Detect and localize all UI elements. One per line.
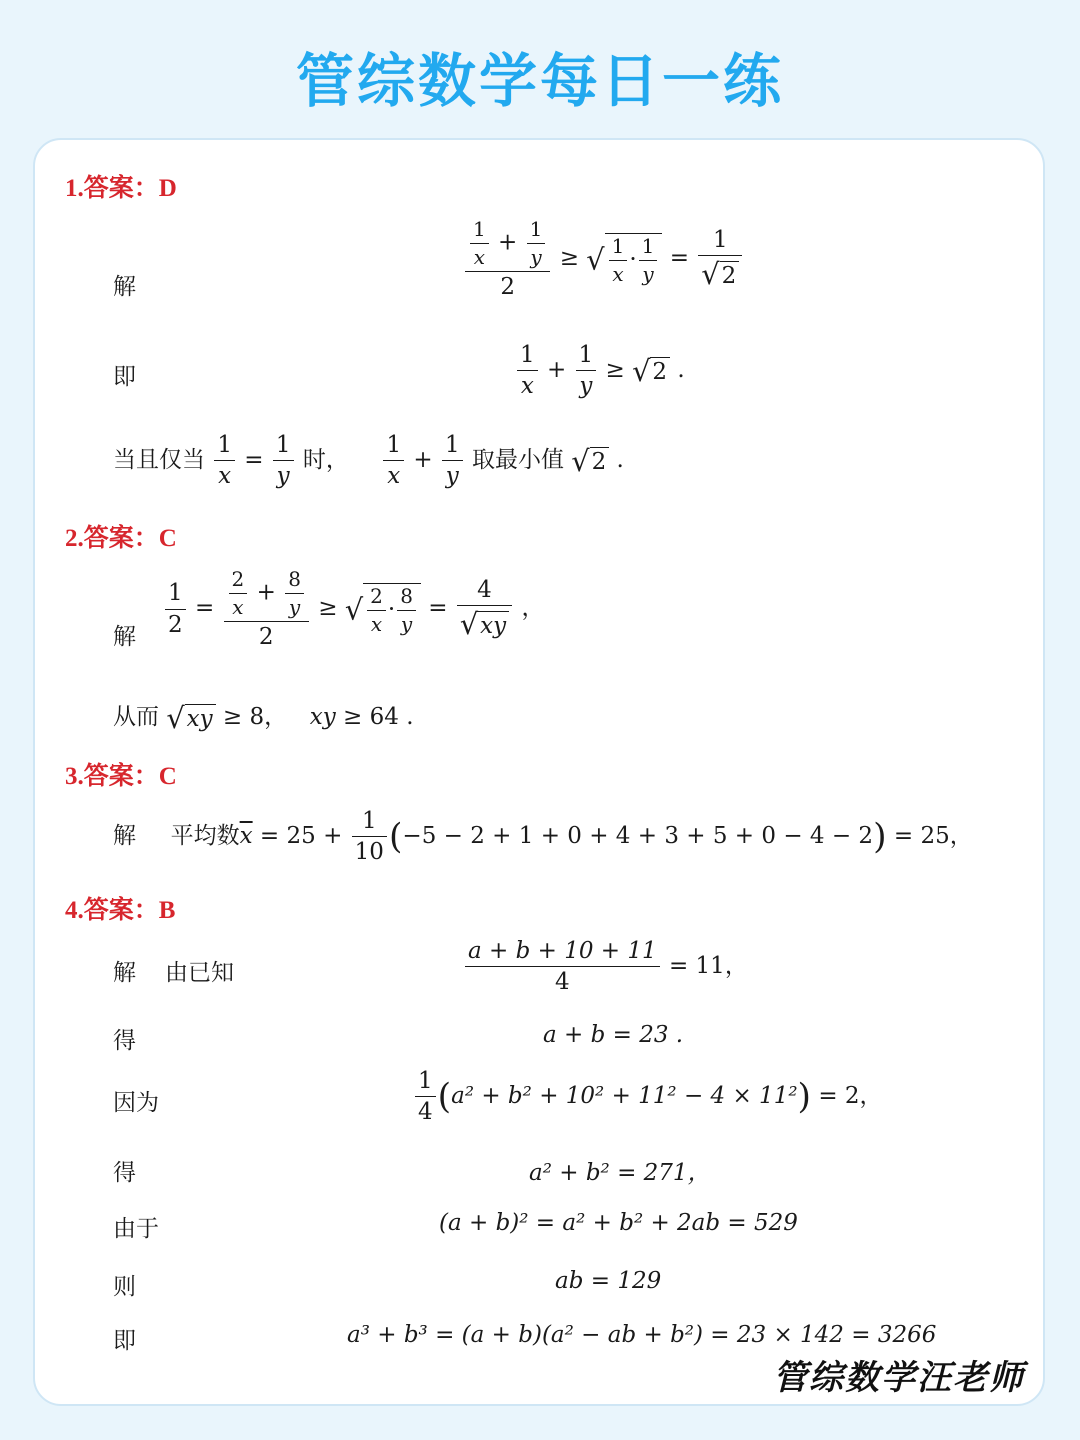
label-de-2: 得 [113, 1160, 136, 1186]
q3-formula: 解 平均数$\overline{x} = 25$ + $\frac{1}{10}$ (−5 − 2 + 1 + 0 + 4 + 3 + 5 + 0 − 4 − 2) = 25， [113, 808, 973, 866]
label-de-1: 得 [113, 1028, 136, 1054]
q1-condition-line: 当且仅当 $\frac{1}{x}$ = $\frac{1}{y}$ 时， $\frac{1}{x}$ + $\frac{1}{y}$ 取最小值 √2 . [113, 432, 624, 490]
q2-formula-2: 从而 √xy ≥ 8， xy ≥ 64 . [113, 701, 414, 735]
q1-formula-2: $\frac{1}{x}$ + $\frac{1}{y}$ ≥ √2 . [515, 342, 685, 400]
label-since: 由于 [113, 1216, 159, 1242]
label-jie-1: 解 [113, 274, 136, 300]
label-jie-4: 解 [113, 960, 136, 986]
answer-heading-1: 1.答案：D [65, 175, 177, 202]
q4-formula-1: $\frac{a + b + 10 + 11}{4}$ = 11， [463, 938, 748, 996]
q1-formula-1: $\frac{1}{x}$ + $\frac{1}{y}$ 2 ≥ √ $\frac{1}{x}$ · $\frac{1}{y}$ = $\frac{1}{√2}$ [463, 218, 744, 300]
q4-formula-7: a³ + b³ = (a + b)(a² − ab + b²) = 23 × 142 = 3266 [347, 1322, 937, 1348]
q4-formula-6: ab = 129 [555, 1268, 662, 1294]
author-signature: 管综数学汪老师 [773, 1358, 1025, 1398]
label-because: 因为 [113, 1090, 159, 1116]
label-jie-2: 解 [113, 624, 136, 650]
q4-formula-3: $\frac{1}{4}$ (a² + b² + 10² + 11² − 4 × 11²) = 2， [413, 1068, 883, 1126]
label-ji-1: 即 [113, 364, 136, 390]
label-ze: 则 [113, 1274, 136, 1300]
content-card [33, 138, 1045, 1406]
page-title: 管综数学每日一练 [295, 47, 784, 115]
q4-formula-2: a + b = 23 . [543, 1022, 684, 1048]
answer-heading-2: 2.答案：C [65, 525, 177, 552]
answer-heading-4: 4.答案：B [65, 897, 176, 924]
answer-heading-3: 3.答案：C [65, 763, 177, 790]
label-known: 由已知 [165, 960, 234, 986]
q2-formula-1: $\frac{1}{2}$ = $\frac{2}{x}$ + $\frac{8}{y}$ 2 ≥ √ $\frac{2}{x}$ · $\frac{8}{y}$ = $\frac{4}{√xy}$ ， [163, 568, 544, 650]
label-ji-4: 即 [113, 1328, 136, 1354]
q4-formula-5: (a + b)² = a² + b² + 2ab = 529 [439, 1210, 798, 1236]
q4-formula-4: a² + b² = 271， [529, 1160, 711, 1186]
